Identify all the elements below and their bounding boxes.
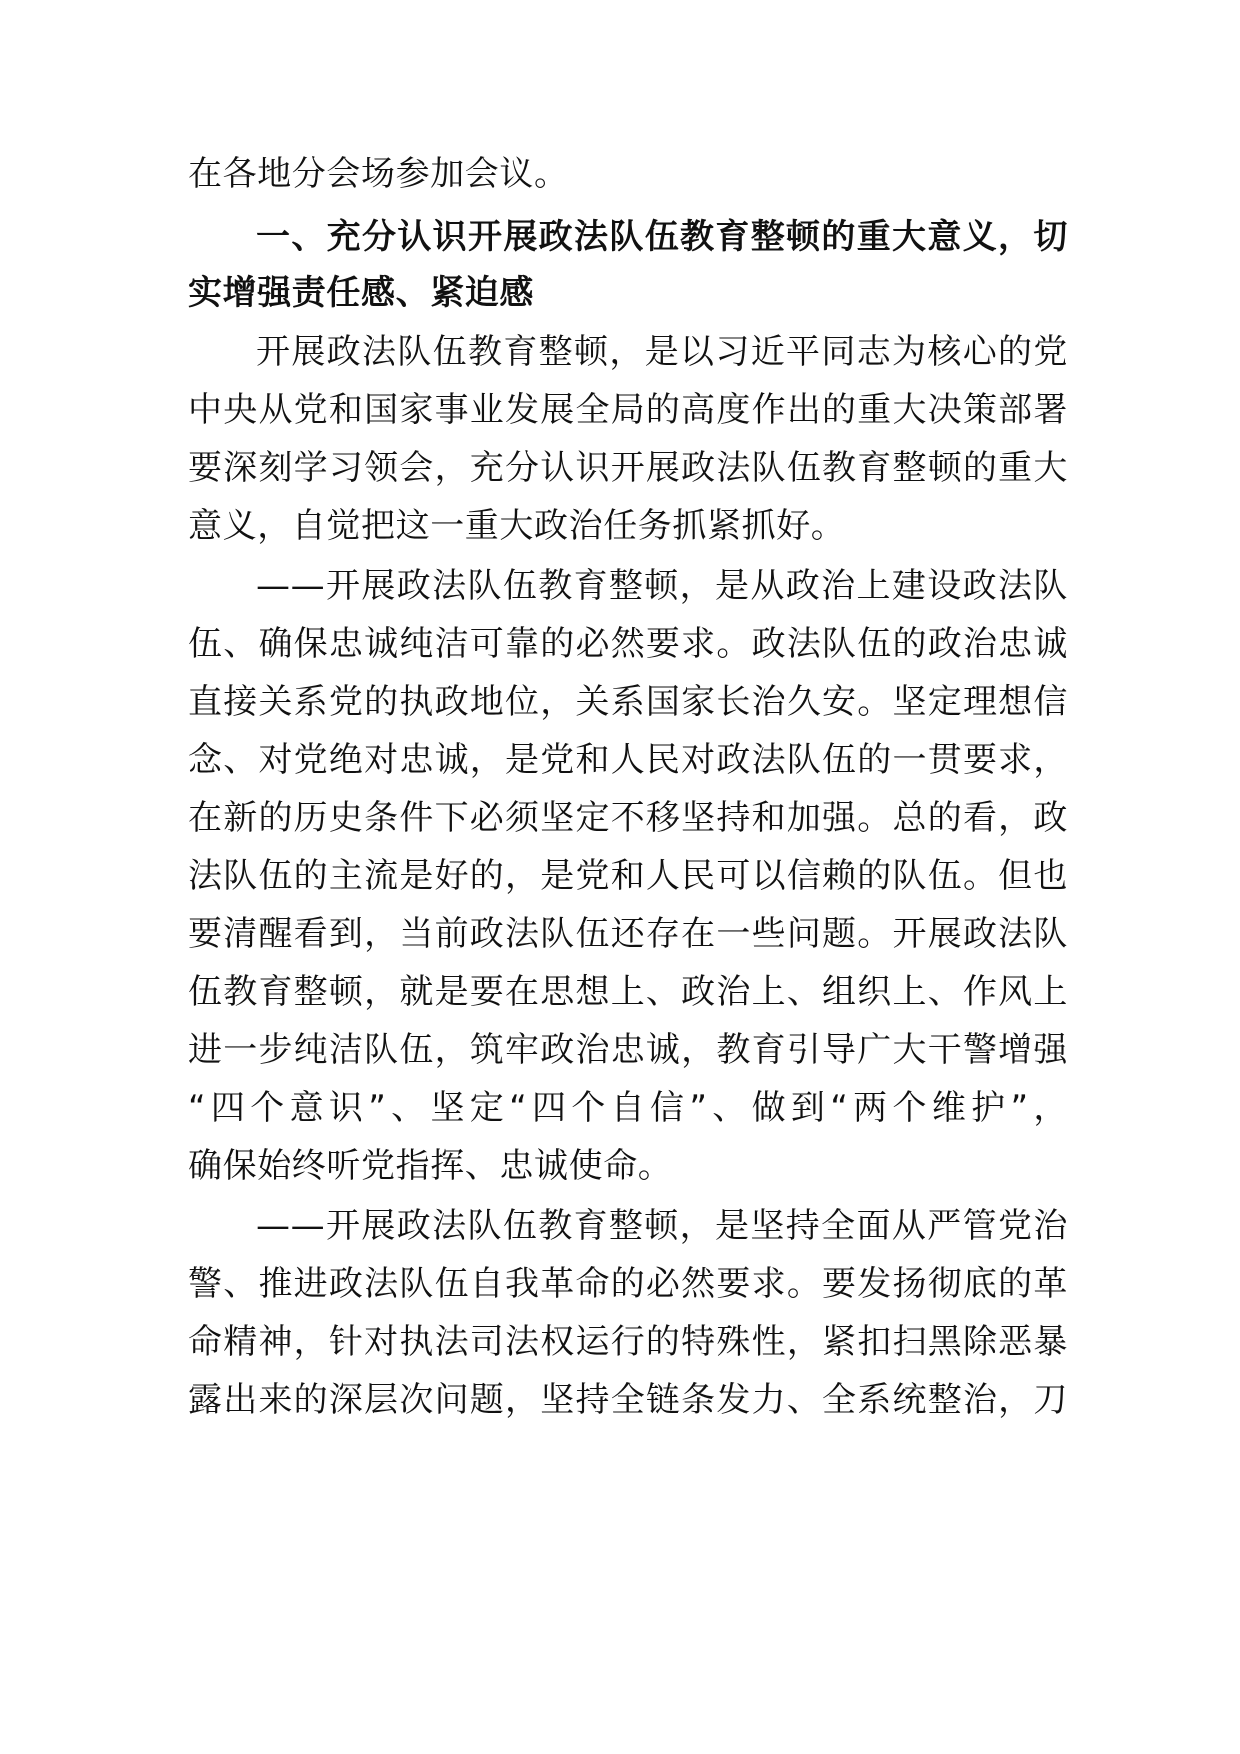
body-text-line: 命精神，针对执法司法权运行的特殊性，紧扣扫黑除恶暴: [188, 1322, 1068, 1362]
body-text-line: 念、对党绝对忠诚，是党和人民对政法队伍的一贯要求，: [188, 740, 1068, 780]
body-text-line: 中央从党和国家事业发展全局的高度作出的重大决策部署: [188, 390, 1068, 430]
body-text-line: 开展政法队伍教育整顿，是以习近平同志为核心的党: [256, 332, 1068, 372]
body-text-line: 要深刻学习领会，充分认识开展政法队伍教育整顿的重大: [188, 448, 1068, 488]
body-text-line: 要清醒看到，当前政法队伍还存在一些问题。开展政法队: [188, 914, 1068, 954]
body-text-line: 直接关系党的执政地位，关系国家长治久安。坚定理想信: [188, 682, 1068, 722]
body-text-line: 露出来的深层次问题，坚持全链条发力、全系统整治，刀: [188, 1380, 1068, 1420]
body-text-line: 在新的历史条件下必须坚定不移坚持和加强。总的看，政: [188, 798, 1068, 838]
body-text-line: “四个意识”、坚定“四个自信”、做到“两个维护”，: [188, 1088, 1068, 1128]
body-text-line: 伍、确保忠诚纯洁可靠的必然要求。政法队伍的政治忠诚: [188, 624, 1068, 664]
body-text-line: 确保始终听党指挥、忠诚使命。: [188, 1146, 673, 1186]
section-heading-line: 一、充分认识开展政法队伍教育整顿的重大意义，切: [256, 217, 1068, 257]
body-text-line: ——开展政法队伍教育整顿，是从政治上建设政法队: [256, 566, 1068, 606]
body-text-line: 法队伍的主流是好的，是党和人民可以信赖的队伍。但也: [188, 856, 1068, 896]
body-text-line: 伍教育整顿，就是要在思想上、政治上、组织上、作风上: [188, 972, 1068, 1012]
body-text-line: 在各地分会场参加会议。: [188, 154, 569, 194]
section-heading-line: 实增强责任感、紧迫感: [188, 273, 534, 313]
body-text-line: 意义，自觉把这一重大政治任务抓紧抓好。: [188, 506, 846, 546]
body-text-line: 进一步纯洁队伍，筑牢政治忠诚，教育引导广大干警增强: [188, 1030, 1068, 1070]
body-text-line: ——开展政法队伍教育整顿，是坚持全面从严管党治: [256, 1206, 1068, 1246]
body-text-line: 警、推进政法队伍自我革命的必然要求。要发扬彻底的革: [188, 1264, 1068, 1304]
